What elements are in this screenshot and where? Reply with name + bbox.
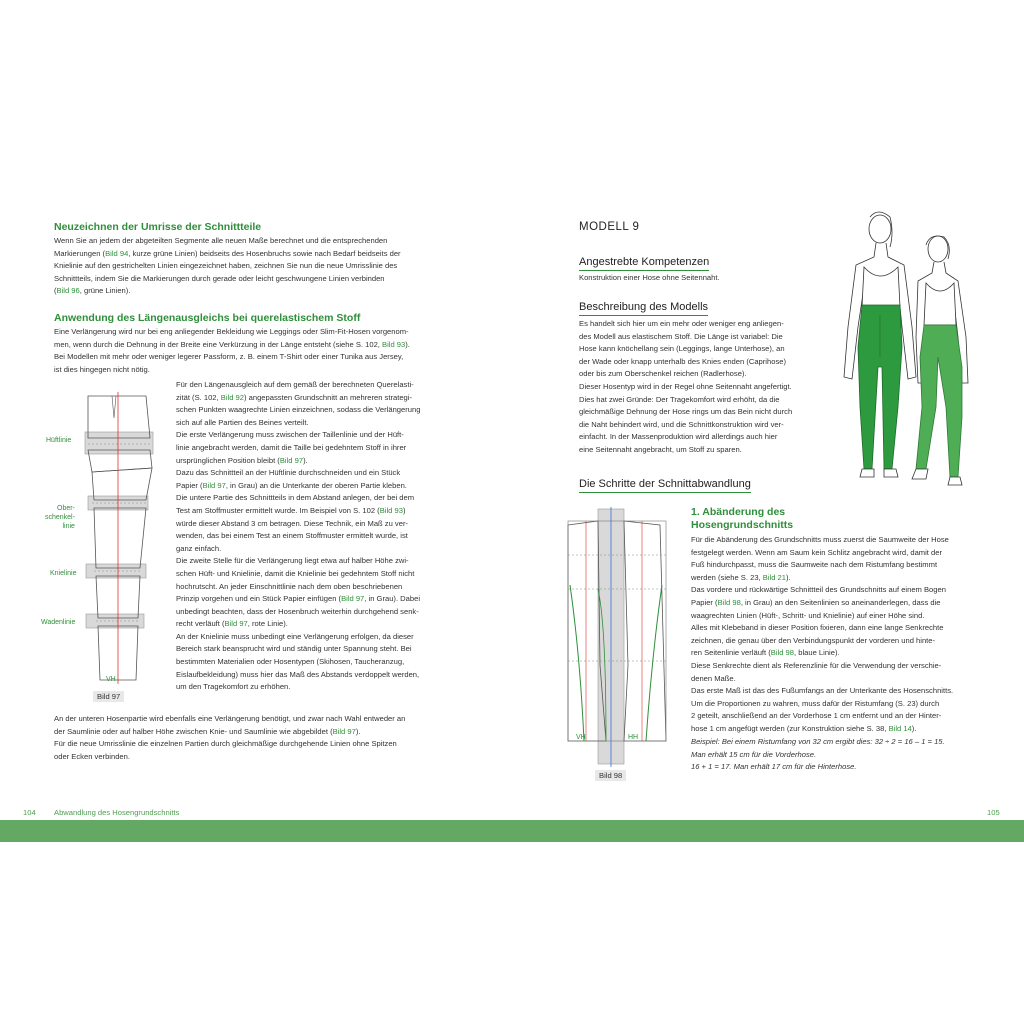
text-line: des Modell aus elastischem Stoff. Die Länge ist variabel: Die (579, 331, 783, 341)
text-line: Dazu das Schnittteil an der Hüftlinie durchschneiden und ein Stück (176, 468, 401, 478)
text-line: Dies hat zwei Gründe: Der Tragekomfort wird erhöht, da die (579, 394, 780, 404)
insert-hueftlinie (85, 432, 153, 454)
heading-laengenausgleich: Anwendung des Längenausgleichs bei querelastischem Stoff (54, 312, 361, 324)
text-line: Fuß hindurchpasst, muss die Saumweite nach dem Ristumfang bestimmt (691, 560, 938, 570)
text-line: eine Seitennaht angebracht, um Stoff zu sparen. (579, 444, 742, 454)
text-line: Es handelt sich hier um ein mehr oder weniger eng anliegen- (579, 319, 784, 328)
text-line: werden (siehe S. 23, Bild 21). (691, 572, 791, 582)
section-kompetenzen: Angestrebte Kompetenzen (579, 252, 709, 271)
text-line: Die untere Partie des Schnittteils in dem Abstand anlegen, der bei dem (176, 493, 415, 503)
text-line: schen Punkten waagrechte Linien einzeichnen, sodass die Verlängerung (176, 405, 421, 415)
text-line: der Wade oder knapp unterhalb des Knies enden (Caprihose) (579, 356, 786, 366)
text-line: Für den Längenausgleich auf dem gemäß der berechneten Querelasti- (176, 380, 414, 389)
text-line: gleichmäßige Dehnung der Hose rings um das Bein nicht durch (579, 407, 793, 417)
text-line: zeichnen, die genau über den Verbindungspunkt der vorderen und hinte- (691, 635, 936, 645)
figure-bild-98 (562, 505, 672, 770)
caption-bild-98: Bild 98 (595, 770, 626, 781)
text-line: sich auf alle Partien des Beines verteilt. (176, 417, 309, 427)
text-line: Papier (Bild 97, in Grau) an die Unterkante der oberen Partie kleben. (176, 480, 407, 490)
section-beschreibung: Beschreibung des Modells (579, 297, 708, 316)
text-line: um den Tragekomfort zu erhöhen. (176, 682, 291, 692)
text-line: festgelegt werden. Wenn am Saum kein Schlitz angebracht wird, damit der (691, 547, 943, 557)
text-line: Das vordere und rückwärtige Schnittteil des Grundschnitts auf einem Bogen (691, 585, 946, 595)
text-line: Dieser Hosentyp wird in der Regel ohne Seitennaht angefertigt. (579, 381, 792, 391)
label-hh-98: HH (628, 734, 639, 741)
text-line: Für die Abänderung des Grundschnitts muss zuerst die Saumweite der Hose (691, 535, 949, 544)
modell-title: MODELL 9 (579, 221, 640, 233)
paragraph-laengenausgleich: Eine Verlängerung wird nur bei eng anliegender Bekleidung wie Leggings oder Slim-Fit-Hosen vorgenom- men, wenn durch die Dehnung in der Breite eine Verkürzung in der Länge entsteht (siehe S. 102, Bild 93). Bei Modellen mit mehr oder weniger legerer Passform, z. B. einem T-Shirt oder einer Tunika aus Jersey, ist dies hingegen nicht nötig. (54, 327, 410, 374)
text-line: schen Hüft- und Knielinie, damit die Knielinie bei gedehntem Stoff nicht (176, 568, 415, 578)
text-kompetenzen: Konstruktion einer Hose ohne Seitennaht. (579, 273, 720, 282)
label-hueftlinie: Hüftlinie (46, 437, 72, 444)
label-knielinie: Knielinie (50, 570, 77, 577)
text-line: Um die Proportionen zu wahren, muss dafür der Ristumfang (S. 23) durch (691, 698, 940, 708)
text-line: Bereich stark beansprucht wird und ständig unter Spannung steht. Bei (176, 644, 412, 654)
green-pants-side (916, 325, 962, 477)
running-footer: Abwandlung des Hosengrundschnitts (54, 808, 180, 817)
heading-umrisse: Neuzeichnen der Umrisse der Schnittteile (54, 221, 262, 233)
text-line: Test am Stoffmuster ermittelt wurde. Im Beispiel von S. 102 (Bild 93) (176, 505, 406, 515)
text-line: bestimmten Materialien oder Hosentypen (Skihosen, Taucheranzug, (176, 657, 405, 667)
illustration-modell (818, 207, 988, 492)
text-line: ganz einfach. (176, 543, 222, 553)
section-schritte: Die Schritte der Schnittabwandlung (579, 474, 751, 493)
green-footer-bar (0, 820, 1024, 842)
text-line: die Naht behindert wird, und die Schnittkonstruktion wird ver- (579, 419, 784, 429)
text-line: waagrechten Linien (Hüft-, Schritt- und Knielinie) auf einer Höhe sind. (691, 610, 925, 620)
text-line: Prinzip vorgehen und ein Stück Papier einfügen (Bild 97, in Grau). Dabei (176, 594, 421, 604)
text-line: zität (S. 102, Bild 92) angepassten Grundschnitt an mehreren strategi- (176, 392, 412, 402)
figure-bild-97 (36, 388, 166, 688)
text-line: Die zweite Stelle für die Verlängerung liegt etwa auf halber Höhe zwi- (176, 556, 409, 566)
page-number-right: 105 (987, 808, 1000, 817)
text-line: Diese Senkrechte dient als Referenzlinie für die Verwendung der verschie- (691, 660, 942, 670)
figure-side (912, 236, 968, 485)
label-oberschenkellinie: Ober- schenkel- linie (44, 505, 75, 530)
text-line: Hose kann knöchellang sein (Leggings, lange Unterhose), an (579, 344, 785, 354)
text-line: recht verläuft (Bild 97, rote Linie). (176, 619, 288, 629)
text-line: Eislaufbekleidung) muss hier das Maß des Abstands verdoppelt werden, (176, 669, 420, 679)
text-line: ren Seitenlinie verläuft (Bild 98, blaue Linie). (691, 648, 840, 658)
text-line: denen Maße. (691, 673, 736, 683)
label-vh-98: VH (576, 734, 586, 741)
page-number-left: 104 (23, 808, 36, 817)
text-line: unbedingt beachten, dass der Hosenbruch weiterhin durchgehend senk- (176, 606, 419, 616)
label-vh: VH (106, 676, 116, 683)
text-line: oder bis zum Oberschenkel reichen (Radlerhose). (579, 369, 747, 379)
paragraph-umrisse: Wenn Sie an jedem der abgeteilten Segmente alle neuen Maße berechnet und die entsprechenden Markierungen (Bild 94, kurze grüne Linien) beidseits des Hosenbruchs sowie nach Bedarf beidseits der Knielinie auf den gestrichelten Linien eingezeichnet haben, zeichnen Sie nun die neue Umrisslinie des Schnittteils, indem Sie die Markierungen durch gerade oder leicht geschwungene Linien verbinden (Bild 96, grüne Linien). (54, 236, 401, 296)
text-line: An der Knielinie muss unbedingt eine Verlängerung erfolgen, da dieser (176, 631, 414, 641)
text-line: Papier (Bild 98, in Grau) an den Seitenlinien so aneinanderlegen, dass die (691, 597, 941, 607)
text-line: 2 geteilt, anschließend an der Vorderhose 1 cm entfernt und an der Hinter- (691, 711, 942, 721)
text-line: ursprünglichen Position bleibt (Bild 97). (176, 455, 308, 465)
text-line: würde dieser Abstand 3 cm betragen. Diese Technik, ein Maß zu ver- (176, 518, 409, 528)
step-heading: 1. Abänderung des Hosengrundschnitts (691, 506, 794, 531)
text-beschreibung (579, 318, 819, 457)
text-line: linie angebracht werden, damit die Taille bei gedehntem Stoff in ihrer (176, 442, 407, 452)
example-text: Beispiel: Bei einem Ristumfang von 32 cm ergibt dies: 32 ÷ 2 = 16 – 1 = 15. Man erhält 15 cm für die Vorderhose. 16 + 1 = 17. Man erhält 17 cm für die Hinterhose. (691, 737, 945, 772)
caption-bild-97: Bild 97 (93, 691, 124, 702)
column-text-verlaengerung (176, 379, 448, 694)
text-line: Alles mit Klebeband in dieser Position fixieren, dann eine lange Senkrechte (691, 623, 944, 633)
text-line: hochrutscht. An jeder Einschnittlinie nach dem oben beschriebenen (176, 581, 403, 591)
text-schritt-1 (691, 534, 981, 736)
text-line: einfacht. In der Massenproduktion wird allerdings auch hier (579, 432, 778, 442)
text-line: hose 1 cm angefügt werden (zur Konstruktion siehe S. 38, Bild 14). (691, 723, 917, 733)
figure-front (844, 212, 916, 477)
text-line: Das erste Maß ist das des Fußumfangs an der Unterkante des Hosenschnitts. (691, 686, 954, 696)
text-line: Die erste Verlängerung muss zwischen der Taillenlinie und der Hüft- (176, 430, 404, 440)
text-line: wenden, das bei einem Test an einem Stoffmuster ermittelt wurde, ist (176, 531, 408, 541)
paragraph-untere-partie: An der unteren Hosenpartie wird ebenfalls eine Verlängerung benötigt, und zwar nach Wahl entweder an der Saumlinie oder auf halber Höhe zwischen Knie- und Saumlinie wie abgebildet (Bild 97). Für die neue Umrisslinie die einzelnen Partien durch gleichmäßige durchgehende Linien ohne Spitzen oder Ecken verbinden. (54, 714, 406, 761)
label-wadenlinie: Wadenlinie (41, 619, 76, 626)
